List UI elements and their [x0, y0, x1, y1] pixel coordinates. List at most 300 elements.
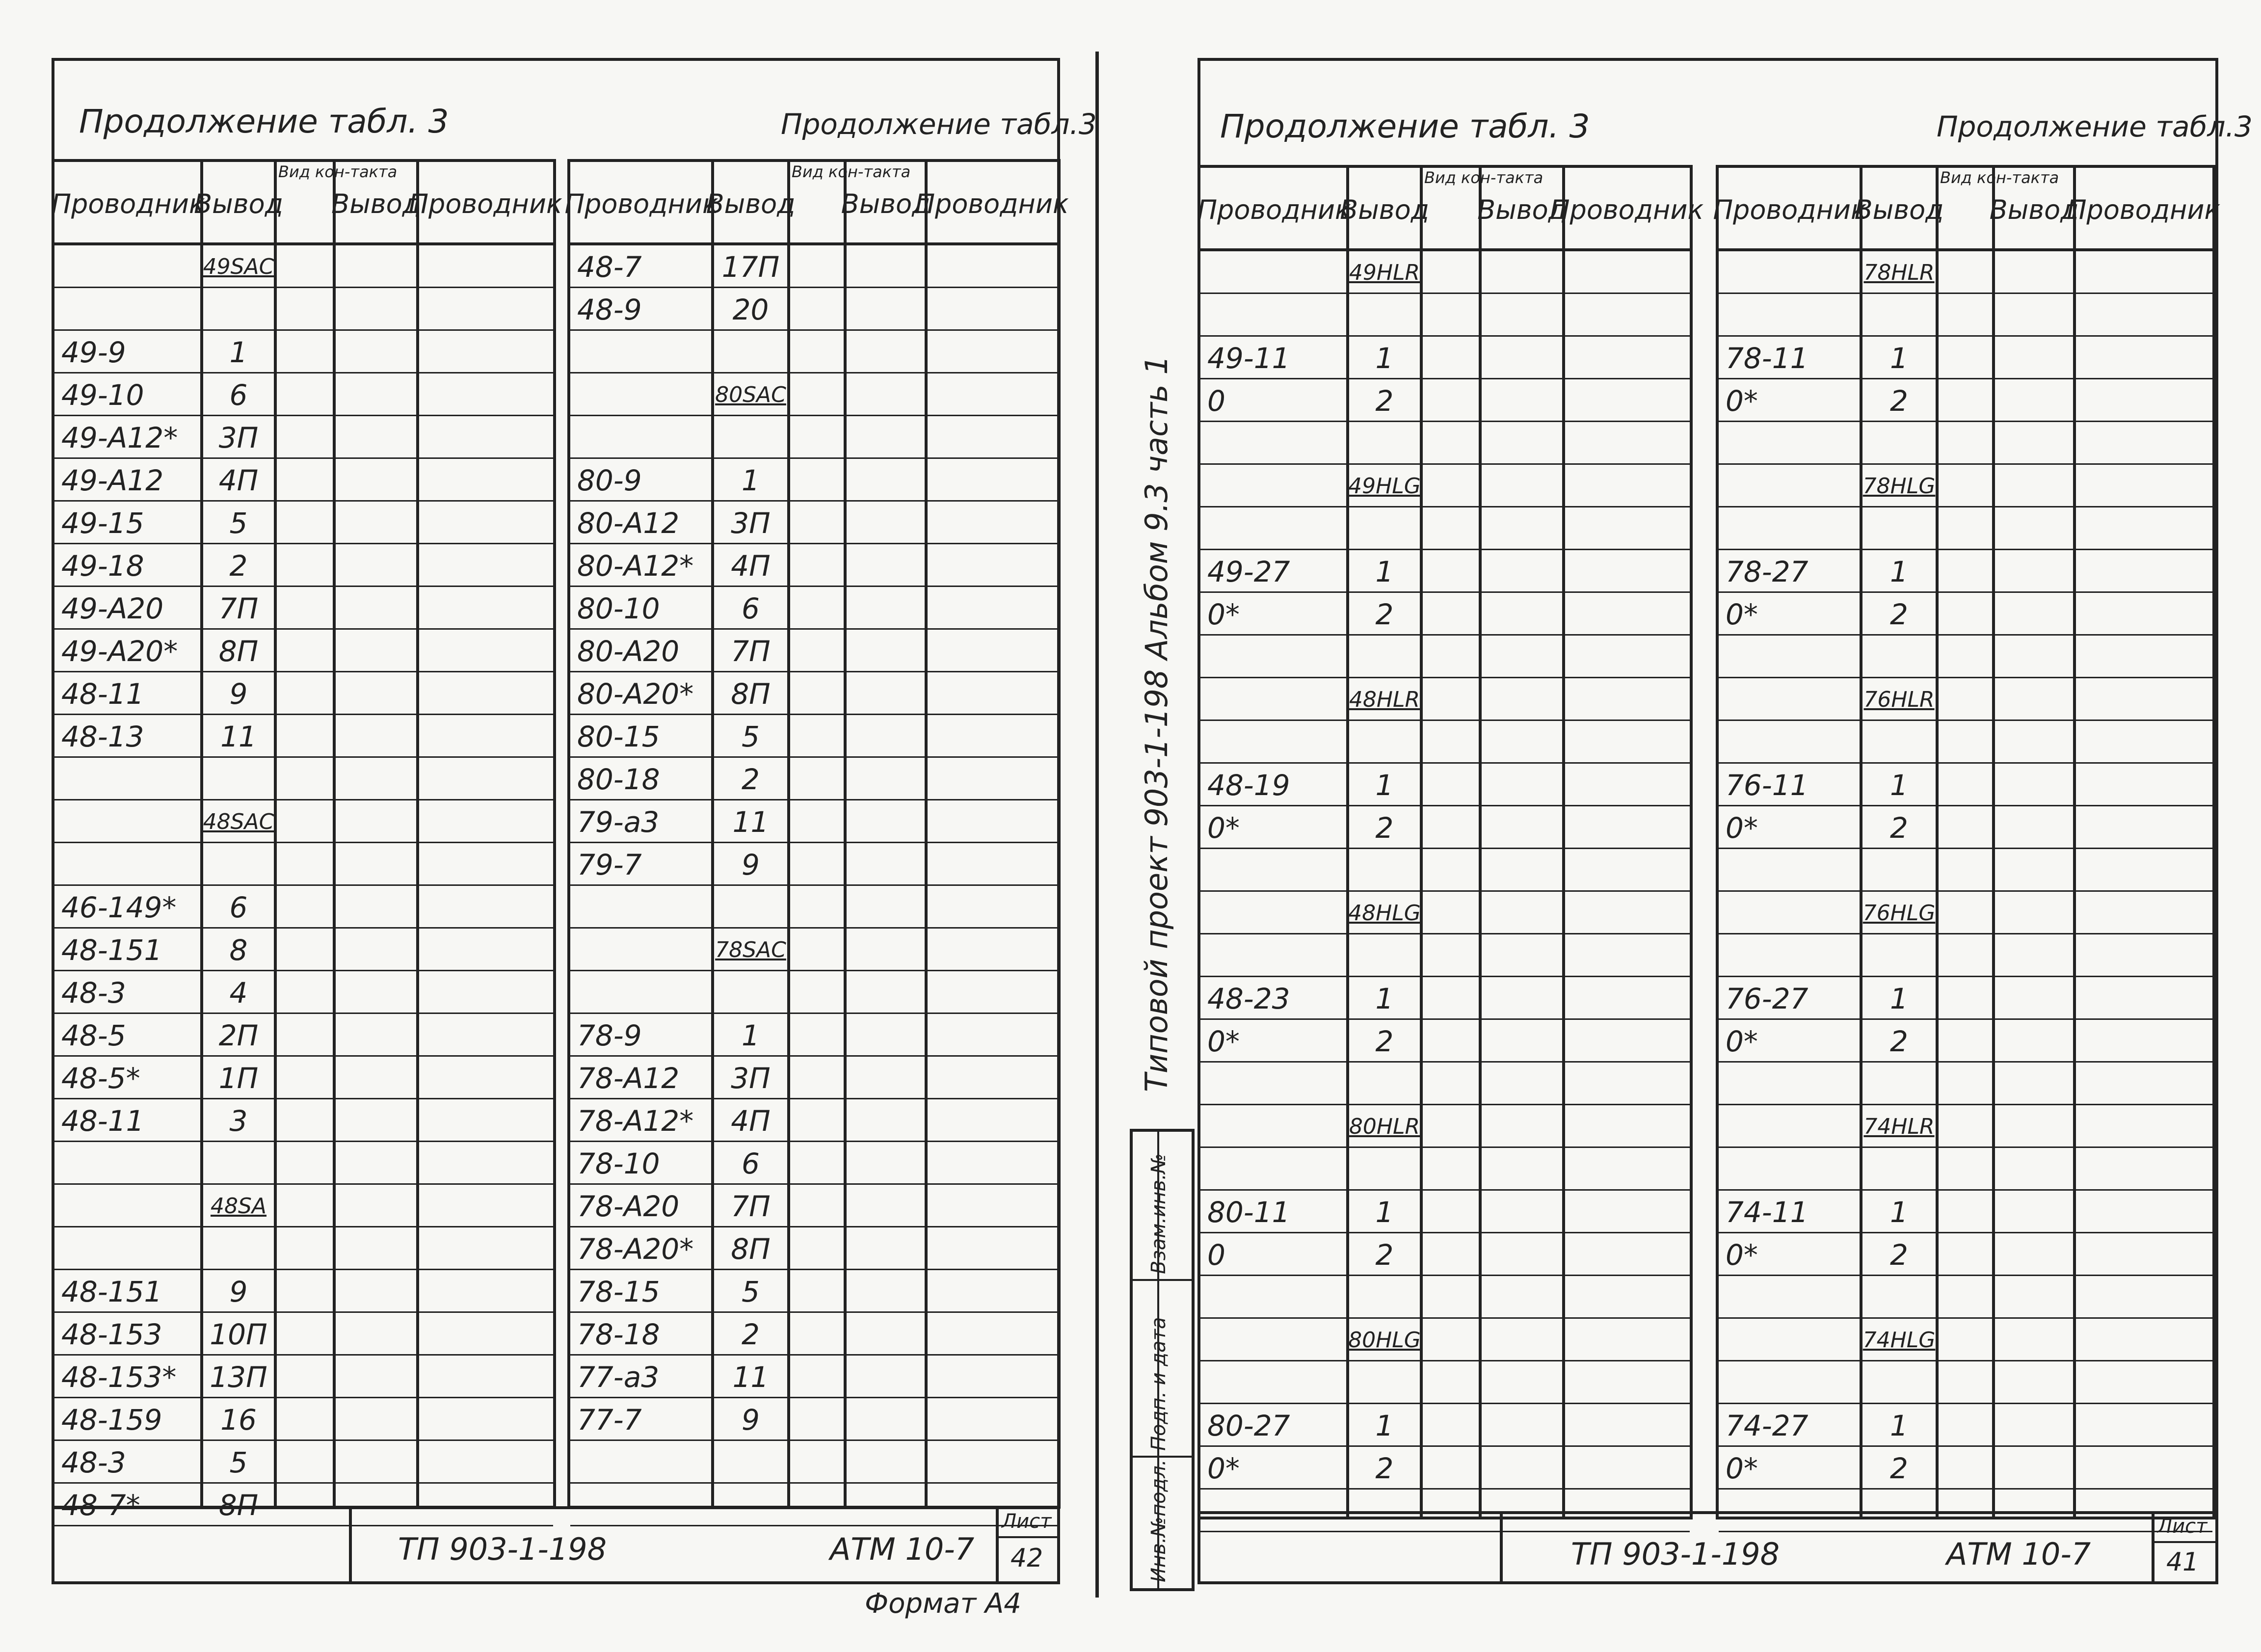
cell-text: 5 — [229, 1445, 248, 1479]
terminal-cell — [1861, 892, 1937, 934]
table-row — [54, 1014, 553, 1057]
conductor-cell — [1200, 1233, 1348, 1276]
terminal-cell — [1861, 1105, 1937, 1148]
conductor-cell — [1719, 1148, 1861, 1191]
cell-text: 2 — [742, 1317, 760, 1351]
column-divider — [200, 162, 203, 1506]
terminal-cell — [202, 1057, 275, 1099]
cell-text: 78-A12 — [577, 1061, 680, 1095]
cell-text: 48HLR — [1349, 687, 1420, 712]
conductor-cell — [1200, 1063, 1348, 1105]
table-row — [1719, 1020, 2212, 1063]
table-row — [1719, 849, 2212, 892]
cell-text: 80-18 — [577, 762, 660, 796]
conductor-cell — [54, 1227, 202, 1270]
table-row — [54, 630, 553, 672]
terminal-cell — [202, 288, 275, 331]
table-row — [1200, 251, 1690, 294]
right-stamp — [1200, 1511, 2215, 1581]
conductor-cell — [1719, 507, 1861, 550]
cell-text: 4 — [229, 976, 248, 1010]
conductor-cell — [54, 1313, 202, 1356]
cell-text: 78-27 — [1726, 555, 1809, 588]
terminal-cell — [202, 715, 275, 758]
table-row — [1200, 465, 1690, 507]
table-row — [570, 1356, 1058, 1398]
cell-text: 3П — [731, 1061, 771, 1095]
cell-text: 49-A12* — [61, 421, 178, 454]
right-a-header-3: Вывод — [1477, 194, 1567, 225]
table-row — [1719, 1276, 2212, 1319]
cell-text: 0 — [1207, 384, 1225, 418]
cell-text: 1 — [1890, 982, 1908, 1015]
terminal-cell — [1348, 977, 1421, 1020]
conductor-cell — [1200, 550, 1348, 593]
table-row — [54, 587, 553, 630]
conductor-cell — [1719, 1020, 1861, 1063]
conductor-cell — [570, 929, 713, 971]
conductor-cell — [570, 1398, 713, 1441]
terminal-cell — [202, 502, 275, 544]
conductor-cell — [54, 502, 202, 544]
conductor-cell — [1200, 251, 1348, 294]
cell-text: 0* — [1726, 597, 1758, 631]
terminal-cell — [1348, 636, 1421, 678]
terminal-cell — [713, 1099, 789, 1142]
table-row — [1719, 337, 2212, 379]
cell-text: 10П — [210, 1317, 267, 1351]
cell-text: 1 — [1375, 341, 1394, 375]
terminal-cell — [1348, 678, 1421, 721]
conductor-cell — [54, 1014, 202, 1057]
terminal-cell — [1861, 1191, 1937, 1233]
table-row — [1200, 337, 1690, 379]
right-caption-right: Продолжение табл.3 — [1937, 110, 2253, 143]
terminal-cell — [202, 1099, 275, 1142]
terminal-cell — [1861, 1361, 1937, 1404]
cell-text: 8П — [731, 677, 771, 711]
terminal-cell — [713, 800, 789, 843]
conductor-cell — [570, 630, 713, 672]
terminal-cell — [202, 1014, 275, 1057]
table-row — [1200, 1276, 1690, 1319]
terminal-cell — [713, 1356, 789, 1398]
conductor-cell — [1719, 379, 1861, 422]
conductor-cell — [1200, 849, 1348, 892]
conductor-cell — [1719, 1361, 1861, 1404]
table-row — [1200, 764, 1690, 806]
conductor-cell — [1200, 507, 1348, 550]
table-row — [570, 502, 1058, 544]
cell-text: 80SAC — [715, 382, 786, 407]
cell-text: 9 — [742, 1403, 760, 1437]
table-row — [1719, 721, 2212, 764]
conductor-cell — [570, 1441, 713, 1484]
terminal-cell — [713, 288, 789, 331]
table-row — [1200, 1404, 1690, 1447]
table-row — [570, 416, 1058, 459]
terminal-cell — [1348, 1404, 1421, 1447]
table-row — [570, 1142, 1058, 1185]
conductor-cell — [1719, 1404, 1861, 1447]
cell-text: 11 — [732, 805, 769, 839]
cell-text: 76HLR — [1863, 687, 1935, 712]
table-row — [54, 1356, 553, 1398]
right-sheet-number: 41 — [2166, 1547, 2199, 1577]
cell-text: 80-A20* — [577, 677, 694, 711]
terminal-cell — [1861, 1148, 1937, 1191]
conductor-cell — [1719, 1319, 1861, 1361]
conductor-cell — [1719, 1233, 1861, 1276]
cell-text: 1 — [1375, 1409, 1394, 1442]
table-row — [570, 630, 1058, 672]
left-sheet-label: Лист — [1002, 1510, 1052, 1533]
cell-text: 4П — [731, 1104, 771, 1138]
conductor-cell — [54, 544, 202, 587]
cell-text: 80-10 — [577, 591, 660, 625]
table-row — [1200, 892, 1690, 934]
cell-text: 13П — [210, 1360, 267, 1394]
table-row — [1200, 593, 1690, 636]
terminal-cell — [202, 1270, 275, 1313]
table-row — [1200, 1319, 1690, 1361]
terminal-cell — [1348, 379, 1421, 422]
table-row — [570, 1270, 1058, 1313]
conductor-cell — [1200, 764, 1348, 806]
terminal-cell — [1348, 1063, 1421, 1105]
cell-text: 48-7 — [577, 250, 642, 284]
terminal-cell — [713, 245, 789, 288]
table-row — [1200, 507, 1690, 550]
cell-text: 2 — [1375, 384, 1394, 418]
cell-text: 0* — [1726, 1024, 1758, 1058]
cell-text: 0* — [1207, 1024, 1240, 1058]
right-a-header-2: Вид кон-такта — [1424, 168, 1543, 187]
cell-text: 2 — [1890, 1238, 1908, 1272]
cell-text: 2 — [1890, 384, 1908, 418]
cell-text: 80HLG — [1348, 1328, 1421, 1353]
conductor-cell — [54, 373, 202, 416]
table-row — [54, 1313, 553, 1356]
terminal-cell — [202, 544, 275, 587]
conductor-cell — [54, 1356, 202, 1398]
cell-text: 3П — [731, 506, 771, 540]
cell-text: 3 — [229, 1104, 248, 1138]
cell-text: 0* — [1726, 384, 1758, 418]
terminal-cell — [713, 331, 789, 373]
cell-text: 49-A20* — [61, 634, 178, 668]
cell-text: 48-153 — [61, 1317, 162, 1351]
table-row — [1719, 550, 2212, 593]
table-row — [570, 331, 1058, 373]
cell-text: 48-3 — [61, 1445, 126, 1479]
table-row — [1719, 422, 2212, 465]
column-divider — [711, 162, 714, 1506]
conductor-cell — [1719, 1063, 1861, 1105]
conductor-cell — [1719, 977, 1861, 1020]
cell-text: 1 — [1375, 982, 1394, 1015]
terminal-cell — [1861, 678, 1937, 721]
cell-text: 4П — [731, 549, 771, 583]
cell-text: 78-15 — [577, 1275, 660, 1308]
terminal-cell — [1861, 1319, 1937, 1361]
table-row — [1719, 977, 2212, 1020]
cell-text: 8П — [218, 1488, 259, 1522]
conductor-cell — [570, 758, 713, 800]
terminal-cell — [1861, 1447, 1937, 1490]
table-row — [1200, 849, 1690, 892]
conductor-cell — [570, 672, 713, 715]
conductor-cell — [54, 1270, 202, 1313]
cell-text: 6 — [229, 890, 248, 924]
terminal-cell — [1861, 550, 1937, 593]
cell-text: 78-9 — [577, 1018, 642, 1052]
cell-text: 17П — [721, 250, 780, 284]
cell-text: 80-27 — [1207, 1409, 1290, 1442]
cell-text: 49SAC — [203, 254, 274, 279]
table-row — [570, 971, 1058, 1014]
table-row — [54, 971, 553, 1014]
conductor-cell — [54, 1441, 202, 1484]
table-row — [570, 929, 1058, 971]
table-row — [570, 1313, 1058, 1356]
left-b-header-3: Вывод — [841, 188, 931, 219]
conductor-cell — [1200, 1020, 1348, 1063]
table-row — [570, 758, 1058, 800]
terminal-cell — [1861, 849, 1937, 892]
cell-text: 78-11 — [1726, 341, 1809, 375]
margin-label-replace: Взам.инв.№ — [1147, 1153, 1170, 1274]
terminal-cell — [202, 929, 275, 971]
cell-text: 78HLG — [1862, 474, 1936, 499]
terminal-cell — [1861, 806, 1937, 849]
conductor-cell — [570, 1185, 713, 1227]
table-row — [1719, 806, 2212, 849]
conductor-cell — [54, 758, 202, 800]
cell-text: 76-11 — [1726, 768, 1809, 802]
conductor-cell — [570, 416, 713, 459]
right-b-header-0: Проводник — [1713, 194, 1867, 225]
table-row — [570, 288, 1058, 331]
table-row — [570, 1057, 1058, 1099]
terminal-cell — [202, 1356, 275, 1398]
terminal-cell — [1861, 294, 1937, 337]
cell-text: 1 — [1890, 768, 1908, 802]
cell-text: 3П — [218, 421, 259, 454]
terminal-cell — [202, 587, 275, 630]
terminal-cell — [202, 331, 275, 373]
left-a-header-2: Вид кон-такта — [278, 162, 398, 181]
cell-text: 80HLR — [1349, 1114, 1420, 1139]
terminal-cell — [1348, 1447, 1421, 1490]
cell-text: 49HLG — [1348, 474, 1421, 499]
conductor-cell — [1200, 977, 1348, 1020]
conductor-cell — [1719, 337, 1861, 379]
table-row — [54, 1185, 553, 1227]
conductor-cell — [1200, 1105, 1348, 1148]
cell-text: 2 — [1890, 1024, 1908, 1058]
cell-text: 74HLG — [1862, 1328, 1936, 1353]
cell-text: 6 — [742, 1146, 760, 1180]
cell-text: 49HLR — [1349, 260, 1420, 285]
conductor-cell — [570, 1057, 713, 1099]
column-divider — [925, 162, 928, 1506]
table-row — [54, 1441, 553, 1484]
left-a-header-4: Проводник — [408, 188, 562, 219]
terminal-cell — [202, 373, 275, 416]
terminal-cell — [713, 886, 789, 929]
table-row — [1719, 251, 2212, 294]
cell-text: 2 — [1890, 597, 1908, 631]
table-row — [1719, 1233, 2212, 1276]
right-a-header-1: Вывод — [1340, 194, 1429, 225]
terminal-cell — [713, 1185, 789, 1227]
table-row — [1719, 465, 2212, 507]
conductor-cell — [570, 331, 713, 373]
column-divider — [1860, 168, 1862, 1517]
cell-text: 74HLR — [1863, 1114, 1935, 1139]
conductor-cell — [1719, 849, 1861, 892]
right-margin-column — [1130, 1129, 1195, 1591]
table-row — [1719, 934, 2212, 977]
table-row — [1200, 721, 1690, 764]
terminal-cell — [1348, 507, 1421, 550]
table-row — [1200, 422, 1690, 465]
conductor-cell — [570, 886, 713, 929]
terminal-cell — [202, 843, 275, 886]
table-row — [1719, 1105, 2212, 1148]
table-row — [1719, 636, 2212, 678]
conductor-cell — [1719, 1276, 1861, 1319]
column-divider — [1346, 168, 1349, 1517]
table-row — [1200, 1447, 1690, 1490]
cell-text: 0* — [1726, 1238, 1758, 1272]
right-b-header-4: Проводник — [2066, 194, 2221, 225]
terminal-cell — [202, 459, 275, 502]
terminal-cell — [713, 544, 789, 587]
terminal-cell — [1861, 1404, 1937, 1447]
conductor-cell — [570, 1313, 713, 1356]
terminal-cell — [713, 1227, 789, 1270]
cell-text: 76HLG — [1862, 901, 1936, 926]
conductor-cell — [570, 971, 713, 1014]
cell-text: 48-23 — [1207, 982, 1290, 1015]
column-divider — [1420, 168, 1423, 1517]
terminal-cell — [1348, 1319, 1421, 1361]
table-row — [1719, 593, 2212, 636]
cell-text: 49-27 — [1207, 555, 1290, 588]
conductor-cell — [54, 715, 202, 758]
table-row — [54, 1398, 553, 1441]
conductor-cell — [1200, 678, 1348, 721]
margin-label-sign: Подп. и дата — [1147, 1317, 1170, 1451]
table-row — [570, 587, 1058, 630]
table-row — [1719, 1404, 2212, 1447]
table-row — [54, 758, 553, 800]
table-row — [1719, 1447, 2212, 1490]
conductor-cell — [54, 331, 202, 373]
conductor-cell — [570, 1099, 713, 1142]
terminal-cell — [202, 1227, 275, 1270]
right-a-header-row — [1197, 168, 1704, 251]
cell-text: 48-151 — [61, 1275, 162, 1308]
table-row — [570, 843, 1058, 886]
table-row — [570, 1441, 1058, 1484]
cell-text: 48-151 — [61, 933, 162, 967]
left-a-header-3: Вывод — [331, 188, 421, 219]
table-row — [1200, 1361, 1690, 1404]
table-row — [570, 672, 1058, 715]
conductor-cell — [570, 245, 713, 288]
cell-text: 0* — [1207, 811, 1240, 845]
cell-text: 1П — [218, 1061, 259, 1095]
cell-text: 5 — [229, 506, 248, 540]
conductor-cell — [570, 1014, 713, 1057]
table-row — [1200, 678, 1690, 721]
conductor-cell — [54, 288, 202, 331]
terminal-cell — [1861, 1063, 1937, 1105]
conductor-cell — [1200, 892, 1348, 934]
cell-text: 48-3 — [61, 976, 126, 1010]
table-row — [54, 459, 553, 502]
right-a-header-4: Проводник — [1549, 194, 1704, 225]
terminal-cell — [1861, 507, 1937, 550]
cell-text: 11 — [732, 1360, 769, 1394]
table-row — [570, 800, 1058, 843]
terminal-cell — [202, 800, 275, 843]
conductor-cell — [1200, 1191, 1348, 1233]
conductor-cell — [1719, 1191, 1861, 1233]
right-b-header-row — [1713, 168, 2221, 251]
table-row — [1200, 934, 1690, 977]
conductor-cell — [1719, 550, 1861, 593]
cell-text: 48SA — [210, 1194, 267, 1219]
table-row — [570, 715, 1058, 758]
column-divider — [274, 162, 277, 1506]
cell-text: 80-A12 — [577, 506, 680, 540]
conductor-cell — [54, 843, 202, 886]
table-row — [54, 416, 553, 459]
conductor-cell — [54, 1057, 202, 1099]
column-divider — [416, 162, 419, 1506]
terminal-cell — [202, 758, 275, 800]
cell-text: 48HLG — [1348, 901, 1421, 926]
terminal-cell — [1348, 1361, 1421, 1404]
right-stamp-code: ТП 903-1-198 — [1571, 1536, 1780, 1572]
terminal-cell — [713, 587, 789, 630]
terminal-cell — [713, 929, 789, 971]
cell-text: 48-13 — [61, 719, 144, 753]
cell-text: 20 — [732, 293, 769, 326]
cell-text: 49-9 — [61, 335, 126, 369]
cell-text: 1 — [1375, 555, 1394, 588]
cell-text: 5 — [742, 719, 760, 753]
terminal-cell — [202, 672, 275, 715]
terminal-cell — [713, 1270, 789, 1313]
cell-text: 78HLR — [1863, 260, 1935, 285]
terminal-cell — [202, 1313, 275, 1356]
left-page — [51, 58, 1097, 1584]
cell-text: 2 — [229, 549, 248, 583]
left-format: Формат А4 — [865, 1588, 1021, 1620]
cell-text: 79-7 — [577, 848, 642, 881]
table-row — [54, 1142, 553, 1185]
terminal-cell — [713, 1441, 789, 1484]
conductor-cell — [570, 587, 713, 630]
cell-text: 78-A20 — [577, 1189, 680, 1223]
right-b-header-3: Вывод — [1989, 194, 2079, 225]
table-row — [1719, 678, 2212, 721]
